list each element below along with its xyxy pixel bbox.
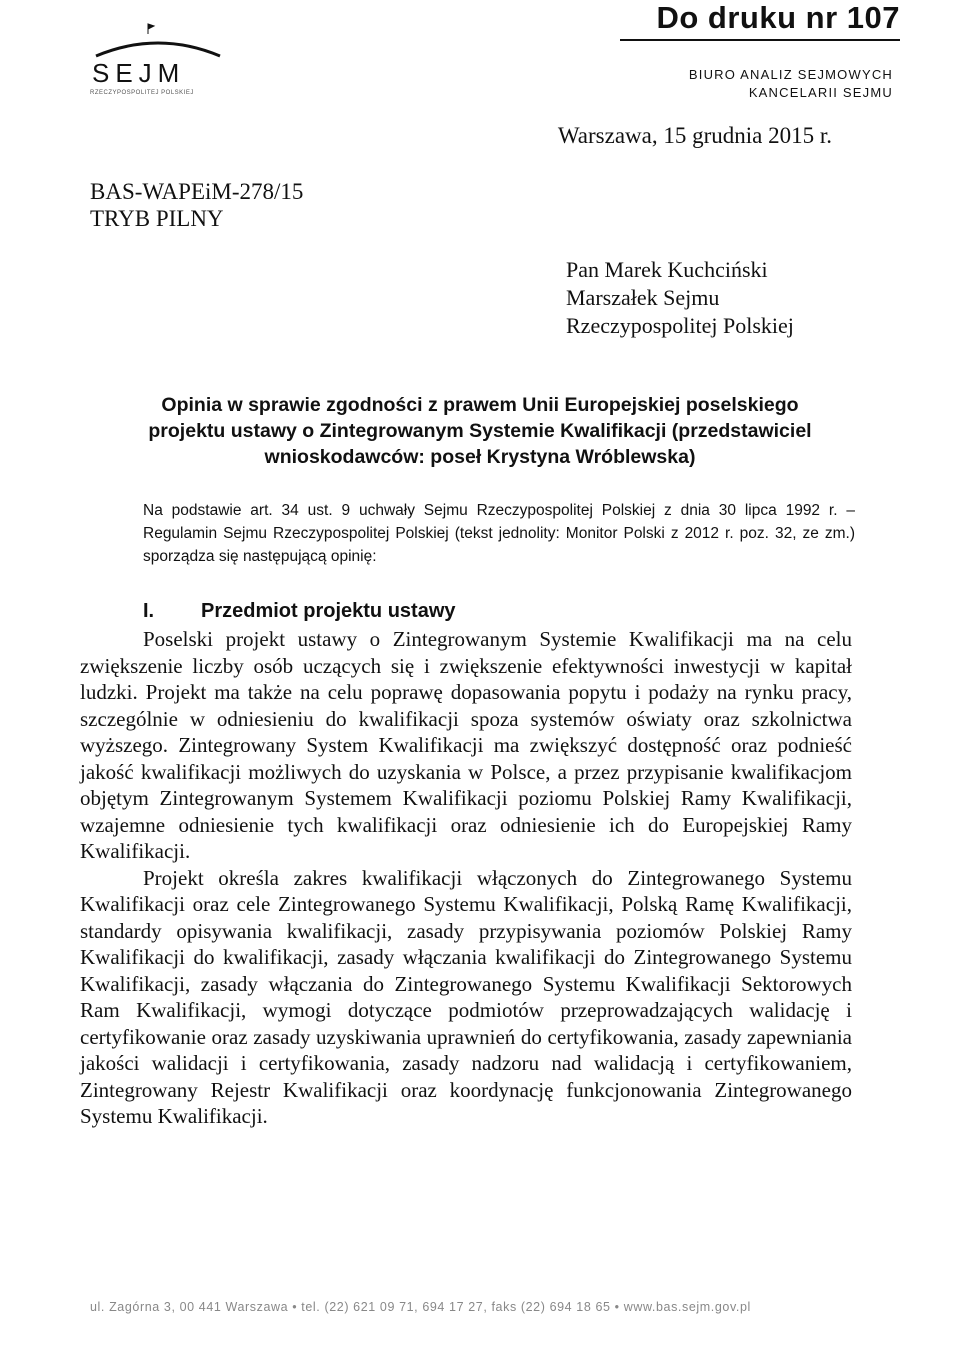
bureau-line-1: BIURO ANALIZ SEJMOWYCH bbox=[688, 67, 893, 82]
section-body bbox=[80, 626, 852, 1130]
document-date: Warszawa, 15 grudnia 2015 r. bbox=[557, 123, 832, 148]
addressee-block bbox=[566, 256, 794, 340]
intro-paragraph: Na podstawie art. 34 ust. 9 uchwały Sejmu Rzeczypospolitej Polskiej z dnia 30 lipca 1992 r. – Regulamin Sejmu Rzeczypospolitej Polskiej (tekst jednolity: Monitor Polski z 2012 r. poz. 32, ze zm.) sporządza się następującą opinię: bbox=[143, 502, 855, 565]
footer-contact: ul. Zagórna 3, 00 441 Warszawa • tel. (22) 621 09 71, 694 17 27, faks (22) 694 18 65 • www.bas.sejm.gov.pl bbox=[90, 1300, 751, 1314]
addressee-name: Pan Marek Kuchciński bbox=[566, 257, 768, 282]
body-paragraph-1: Poselski projekt ustawy o Zintegrowanym Systemie Kwalifikacji ma na celu zwiększenie liczby osób uczących się i zwiększenie efektywności inwestycji w kapitał ludzki. Projekt ma także na celu poprawę dopasowania popytu i podaży na rynku pracy, szczególnie w odniesieniu do kwalifikacji spoza systemów oświaty oraz szkolnictwa wyższego. Zintegrowany System Kwalifikacji ma zwiększyć dostępność oraz podnieść jakość kwalifikacji możliwych do uzyskania w Polsce, a przez przypisanie kwalifikacjom objętym Zintegrowanym Systemem Kwalifikacji poziomu Polskiej Ramy Kwalifikacji, wzajemne odniesienie tych kwalifikacji oraz odniesienie ich do Europejskiej Ramy Kwalifikacji. bbox=[80, 627, 852, 863]
logo-text: SEJM bbox=[92, 58, 186, 88]
section-heading bbox=[143, 598, 456, 624]
title-line-3: wnioskodawców: poseł Krystyna Wróblewska) bbox=[264, 446, 696, 468]
section-title: Przedmiot projektu ustawy bbox=[201, 600, 456, 622]
sejm-logo-arc-icon bbox=[88, 20, 228, 60]
urgency-label: TRYB PILNY bbox=[90, 206, 224, 231]
section-number: I. bbox=[143, 600, 155, 622]
sejm-logo bbox=[88, 20, 228, 100]
print-number: Do druku nr 107 bbox=[620, 0, 900, 41]
addressee-position: Marszałek Sejmu bbox=[566, 285, 720, 310]
logo-subtitle: RZECZYPOSPOLITEJ POLSKIEJ bbox=[90, 90, 194, 96]
addressee-institution: Rzeczypospolitej Polskiej bbox=[566, 313, 794, 338]
title-line-1: Opinia w sprawie zgodności z prawem Unii Europejskiej poselskiego bbox=[161, 394, 799, 416]
bureau-name bbox=[689, 66, 893, 102]
title-line-2: projektu ustawy o Zintegrowanym Systemie Kwalifikacji (przedstawiciel bbox=[148, 420, 812, 442]
reference-number: BAS-WAPEiM-278/15 bbox=[90, 179, 304, 204]
bureau-line-2: KANCELARII SEJMU bbox=[748, 85, 893, 100]
document-title bbox=[100, 392, 860, 470]
body-paragraph-2: Projekt określa zakres kwalifikacji włączonych do Zintegrowanego Systemu Kwalifikacji oraz cele Zintegrowanego Systemu Kwalifikacji, Polską Ramę Kwalifikacji, standardy opisywania kwalifikacji, zasady przypisywania poziomów Polskiej Ramy Kwalifikacji do kwalifikacji, zasady włączania kwalifikacji do Zintegrowanego Systemu Kwalifikacji, zasady włączania do Zintegrowanego Systemu Kwalifikacji Sektorowych Ram Kwalifikacji, wymogi dotyczące podmiotów przeprowadzających walidację i certyfikowanie oraz zasady uzyskiwania uprawnień do certyfikowania, zasady zapewniania jakości walidacji i certyfikowania, zasady nadzoru nad walidacją i certyfikowaniem, Zintegrowany Rejestr Kwalifikacji oraz koordynację funkcjonowania Zintegrowanego Systemu Kwalifikacji. bbox=[80, 865, 852, 1128]
reference-block bbox=[90, 178, 303, 232]
